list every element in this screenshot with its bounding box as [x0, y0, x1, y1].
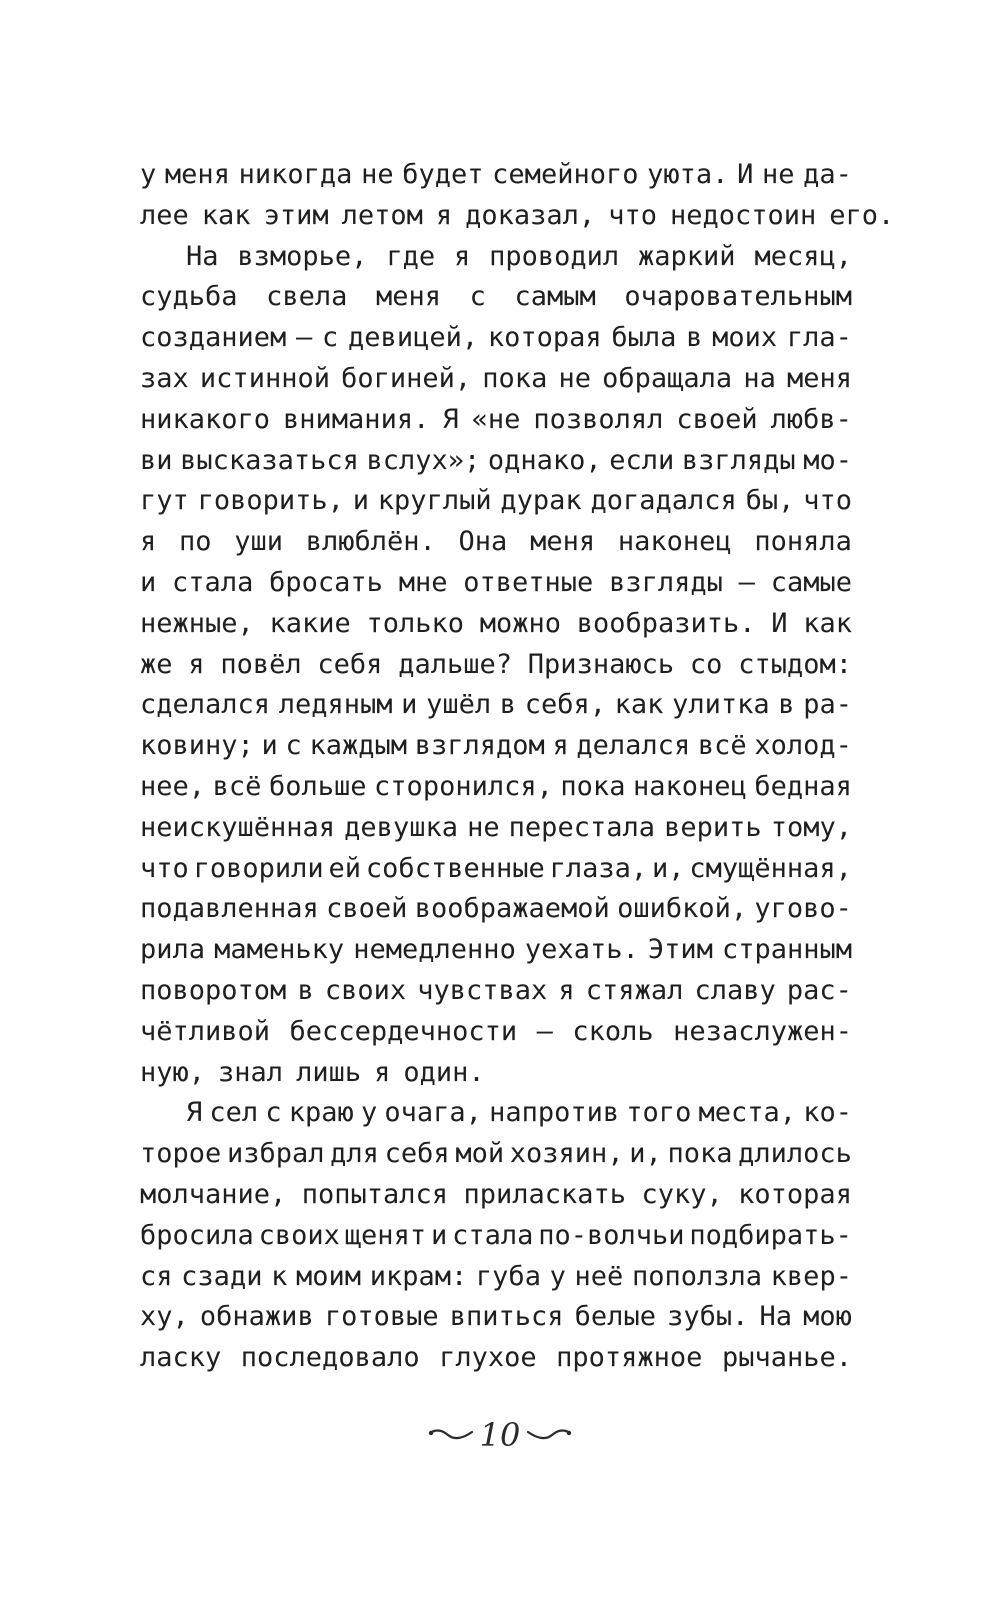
body-text — [140, 155, 895, 1379]
text-line: нежные, какие только можно вообразить. И как — [140, 607, 852, 639]
text-line: нее, всё больше сторонился, пока наконец бедная — [140, 770, 852, 802]
text-line: что говорили ей собственные глаза, и, смущённая, — [140, 852, 852, 884]
text-line: у меня никогда не будет семейного уюта. И не да- — [140, 159, 852, 190]
text-line: ся сзади к моим икрам: губа у неё поползла квер- — [140, 1260, 852, 1292]
text-line: гут говорить, и круглый дурак догадался бы, что — [140, 485, 852, 517]
text-line: рила маменьку немедленно уехать. Этим странным — [140, 934, 852, 966]
text-line: зах истинной богиней, пока не обращала на меня — [140, 362, 852, 394]
text-line: Я сел с краю у очага, напротив того места, ко- — [186, 1097, 852, 1129]
page-number: 10 — [479, 1416, 521, 1454]
text-line: чётливой бессердечности — сколь незаслужен- — [140, 1015, 852, 1047]
text-line: лее как этим летом я доказал, что недостоин его. — [140, 199, 895, 231]
text-line: На взморье, где я проводил жаркий месяц, — [186, 240, 852, 272]
text-line: ласку последовало глухое протяжное рычанье. — [140, 1342, 852, 1374]
text-line: никакого внимания. Я «не позволял своей любв- — [140, 403, 852, 435]
text-line: молчание, попытался приласкать суку, которая — [140, 1178, 852, 1210]
text-line: торое избрал для себя мой хозяин, и, пока длилось — [140, 1138, 852, 1170]
text-line: ху, обнажив готовые впиться белые зубы. На мою — [140, 1301, 852, 1333]
text-line: неискушённая девушка не перестала верить тому, — [140, 811, 852, 843]
text-line: же я повёл себя дальше? Признаюсь со стыдом: — [140, 648, 852, 680]
page-number-folio — [0, 1410, 1000, 1460]
right-ornament-icon — [526, 1427, 572, 1443]
text-line: подавленная своей воображаемой ошибкой, угово- — [140, 893, 852, 925]
text-line: я по уши влюблён. Она меня наконец поняла — [140, 526, 852, 558]
text-line: и стала бросать мне ответные взгляды — самые — [140, 566, 852, 598]
left-ornament-icon — [428, 1427, 474, 1443]
text-line: ную, знал лишь я один. — [140, 1056, 485, 1088]
text-line: ви высказаться вслух»; однако, если взгляды мо- — [140, 444, 852, 476]
text-line: судьба свела меня с самым очаровательным — [140, 281, 852, 313]
text-line: созданием — с девицей, которая была в моих гла- — [140, 322, 852, 354]
text-line: бросила своих щенят и стала по-волчьи подбирать- — [140, 1219, 852, 1251]
text-line: сделался ледяным и ушёл в себя, как улитка в ра- — [140, 689, 852, 721]
text-line: поворотом в своих чувствах я стяжал славу рас- — [140, 974, 852, 1006]
text-line: ковину; и с каждым взглядом я делался всё холод- — [140, 730, 852, 762]
